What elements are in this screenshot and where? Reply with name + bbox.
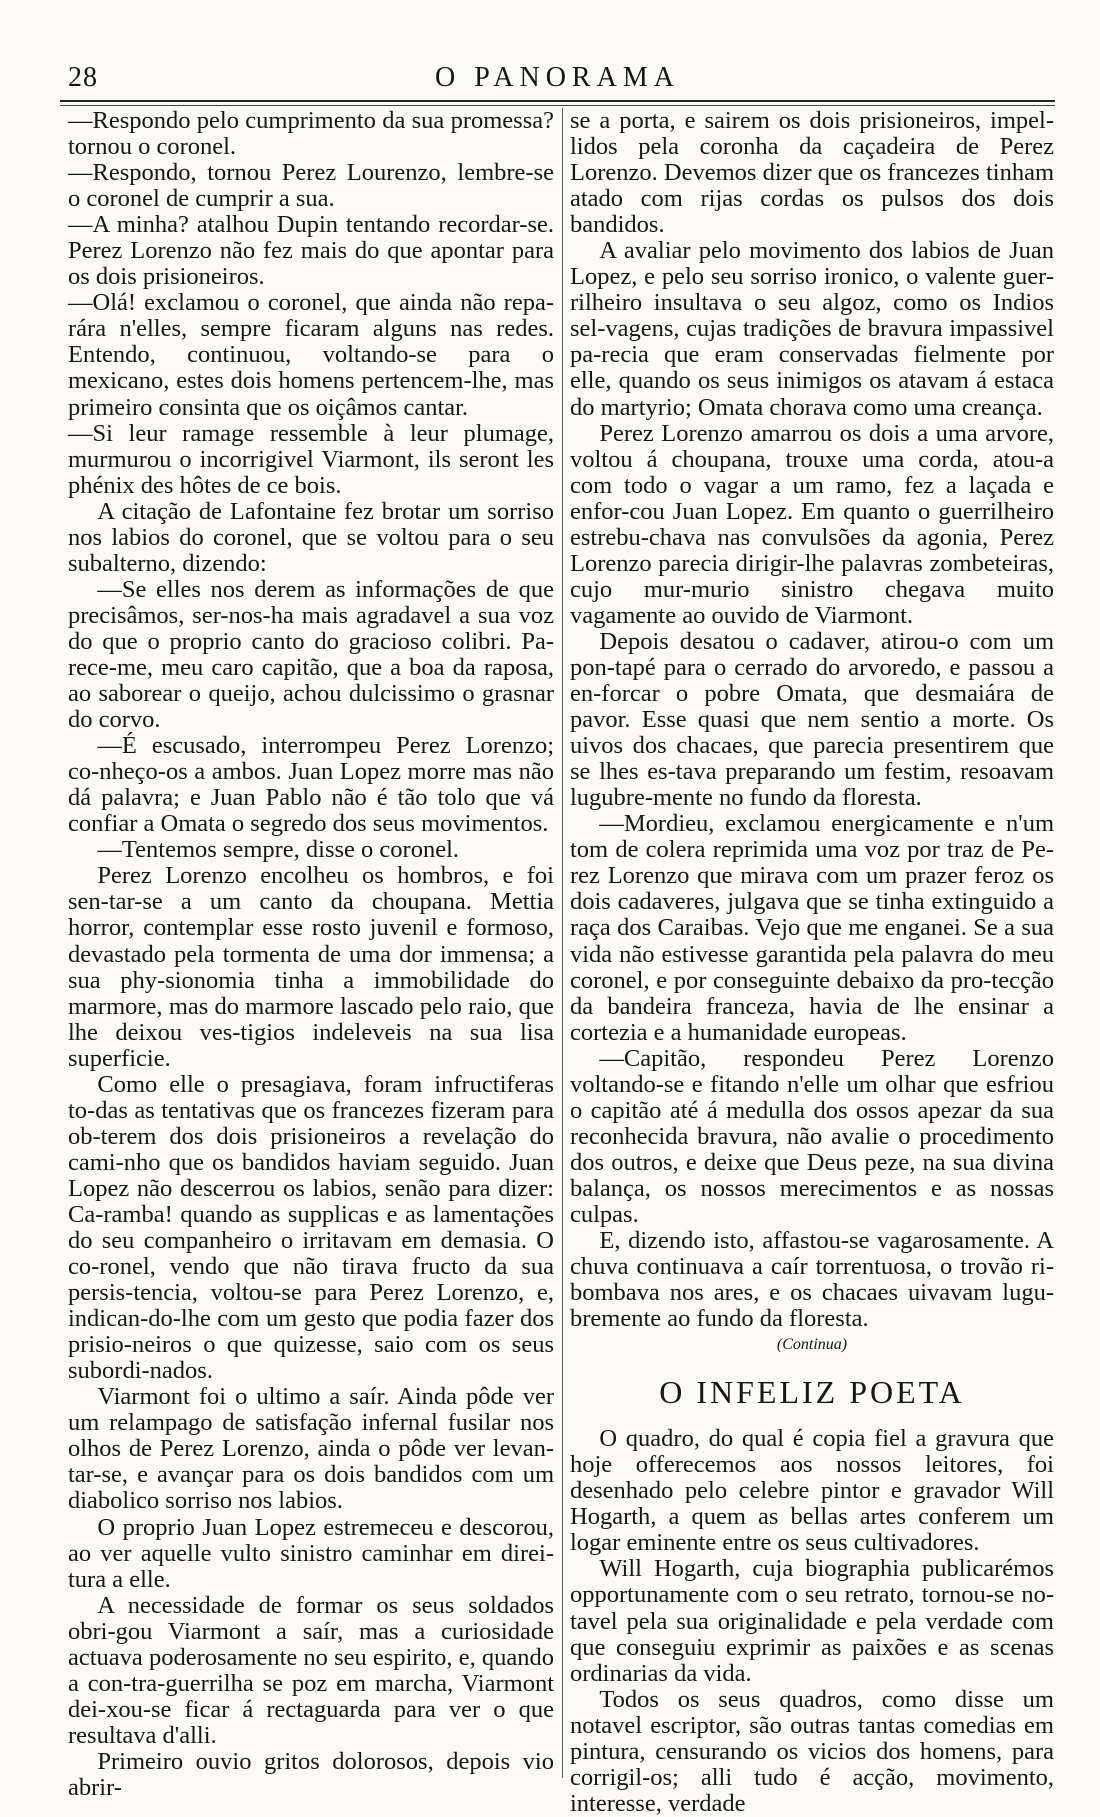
paragraph: —Respondo pelo cumprimento da sua promessa? tornou o coronel.: [68, 107, 554, 161]
paragraph: Depois desatou o cadaver, atirou-o com um pon-tapé para o cerrado do arvoredo, e passou a en-forcar o pobre Omata, que desmaiára de pavor. Esse quasi que nem sentio a morte. Os uivos dos chacaes, que parecia presentirem que se lhes es-tava preparando um festim, resoavam lugubre-mente no fundo da floresta.: [570, 627, 1054, 812]
paragraph: Primeiro ouvio gritos dolorosos, depois vio abrir-: [68, 1747, 554, 1801]
right-column: [570, 108, 1054, 1817]
paragraph: Will Hogarth, cuja biographia publicarémos opportunamente com o seu retrato, tornou-se no-tavel pela sua originalidade e pela verdade com que conseguiu exprimir as paixões e as scenas ordinarias da vida.: [570, 1555, 1054, 1687]
paragraph: —Respondo, tornou Perez Lourenzo, lembre-se o coronel de cumprir a sua.: [68, 159, 554, 213]
header-rule-thick: [60, 100, 1055, 102]
column-divider: [562, 108, 563, 1778]
paragraph: Perez Lorenzo amarrou os dois a uma arvore, voltou á choupana, trouxe uma corda, atou-a com todo o vagar a um ramo, fez a laçada e enfor-cou Juan Lopez. Em quanto o guerrilheiro estrebu-chava nas convulsões da agonia, Perez Lorenzo parecia dirigir-lhe palavras zombeteiras, cujo mur-murio sinistro chegava muito vagamente ao ouvido de Viarmont.: [570, 419, 1054, 629]
paragraph: se a porta, e sairem os dois prisioneiros, impel-lidos pela coronha da caçadeira de Perez Lorenzo. Devemos dizer que os francezes tinham atado com rijas cordas os pulsos dos dois bandidos.: [570, 107, 1054, 239]
paragraph: O proprio Juan Lopez estremeceu e descorou, ao ver aquelle vulto sinistro caminhar em direi-tura a elle.: [68, 1513, 554, 1593]
paragraph: A necessidade de formar os seus soldados obri-gou Viarmont a saír, mas a curiosidade actuava poderosamente no seu espirito, e, quando a con-tra-guerrilha se poz em marcha, Viarmont dei-xou-se ficar á rectaguarda para ver o que resultava d'alli.: [68, 1591, 554, 1749]
paragraph: Viarmont foi o ultimo a saír. Ainda pôde ver um relampago de satisfação infernal fusilar nos olhos de Perez Lorenzo, ainda o pôde ver levan-tar-se, e avançar para os dois bandidos com um diabolico sorriso nos labios.: [68, 1383, 554, 1515]
paragraph: —Tentemos sempre, disse o coronel.: [97, 836, 460, 864]
paragraph: Como elle o presagiava, foram infructiferas to-das as tentativas que os francezes fizeram para ob-terem dos dois prisioneiros a revelação do cami-nho que os bandidos haviam seguido. Juan Lopez não descerrou os labios, senão para dizer: Ca-ramba! quando as supplicas e as lamentações do seu companheiro o irritavam em demasia. O co-ronel, vendo que não tirava fructo da sua persis-tencia, voltou-se para Perez Lorenzo, e, indican-do-lhe com um gesto que podia fazer dos prisio-neiros o que quizesse, saio com os seus subordi-nados.: [68, 1070, 554, 1385]
paragraph-quotation: —Si leur ramage ressemble à leur plumage, murmurou o incorrigivel Viarmont, ils seront les phénix des hôtes de ce bois.: [68, 419, 554, 499]
paragraph: —Capitão, respondeu Perez Lorenzo voltando-se e fitando n'elle um olhar que esfriou o capitão até á medulla dos ossos apezar da sua reconhecida bravura, não avalie o procedimento dos outros, e deixe que Deus peze, na sua divina balança, os nossos merecimentos e as nossas culpas.: [570, 1044, 1054, 1228]
paragraph: Perez Lorenzo encolheu os hombros, e foi sen-tar-se a um canto da choupana. Mettia horror, contemplar esse rosto juvenil e formoso, devastado pela tormenta de uma dor immensa; a sua phy-sionomia tinha a immobilidade do marmore, mas do marmore lascado pelo raio, que lhe deixou ves-tigios indeleveis na sua lisa superficie.: [68, 862, 554, 1072]
left-column: [68, 108, 554, 1801]
paragraph: —A minha? atalhou Dupin tentando recordar-se. Perez Lorenzo não fez mais do que apontar para os dois prisioneiros.: [68, 211, 554, 291]
paragraph: —Se elles nos derem as informações de que precisâmos, ser-nos-ha mais agradavel a sua voz do que o proprio canto do gracioso colibri. Pa-rece-me, meu caro capitão, que a boa da raposa, ao saborear o queijo, achou dulcissimo o grasnar do corvo.: [68, 575, 554, 734]
header-rule-thin: [60, 105, 1055, 106]
paragraph: Todos os seus quadros, como disse um notavel escriptor, são outras tantas comedias em pintura, censurando os vicios dos homens, para corrigil-os; alli tudo é acção, movimento, interesse, verdade: [570, 1685, 1054, 1817]
paragraph: —Mordieu, exclamou energicamente e n'um tom de colera reprimida uma voz por traz de Pe-rez Lorenzo que mirava com um prazer feroz os dois cadaveres, julgava que se tinha extinguido a raça dos Caraibas. Vejo que me enganei. Se a sua vida não estivesse garantida pela palavra do meu coronel, e por conseguinte debaixo da pro-tecção da bandeira franceza, havia de lhe ensinar a cortezia e a humanidade europeas.: [570, 810, 1054, 1046]
paragraph: A avaliar pelo movimento dos labios de Juan Lopez, e pelo seu sorriso ironico, o valente guer-rilheiro insultava o seu algoz, como os Indios sel-vagens, cujas tradições de bravura impassivel pa-recia que eram conservadas fielmente por elle, quando os seus inimigos os atavam á estaca do martyrio; Omata chorava como uma creança.: [570, 237, 1054, 421]
paragraph: —Olá! exclamou o coronel, que ainda não repa-rára n'elles, sempre ficaram alguns nas redes. Entendo, continuou, voltando-se para o mexicano, estes dois homens pertencem-lhe, mas primeiro consinta que os oiçâmos cantar.: [68, 289, 554, 421]
continua-note: (Continua): [776, 1336, 848, 1354]
paragraph: A citação de Lafontaine fez brotar um sorriso nos labios do coronel, que se voltou para o seu subalterno, dizendo:: [68, 497, 554, 577]
periodical-title: O PANORAMA: [435, 62, 680, 93]
paragraph: E, dizendo isto, affastou-se vagarosamente. A chuva continuava a caír torrentuosa, o trovão ri-bombava nos ares, e os chacaes uivavam lugu-bremente ao fundo da floresta.: [570, 1227, 1054, 1333]
article-title: O INFELIZ POETA: [659, 1374, 965, 1411]
page-header: [60, 62, 1055, 98]
paragraph: —É escusado, interrompeu Perez Lorenzo; co-nheço-os a ambos. Juan Lopez morre mas não dá palavra; e Juan Pablo não é tão tolo que vá confiar a Omata o segredo dos seus movimentos.: [68, 732, 554, 838]
paragraph: O quadro, do qual é copia fiel a gravura que hoje offerecemos aos nossos leitores, foi desenhado pelo celebre pintor e gravador Will Hogarth, a quem as bellas artes conferem um logar eminente entre os seus cultivadores.: [570, 1425, 1054, 1557]
page-number: 28: [68, 62, 98, 93]
